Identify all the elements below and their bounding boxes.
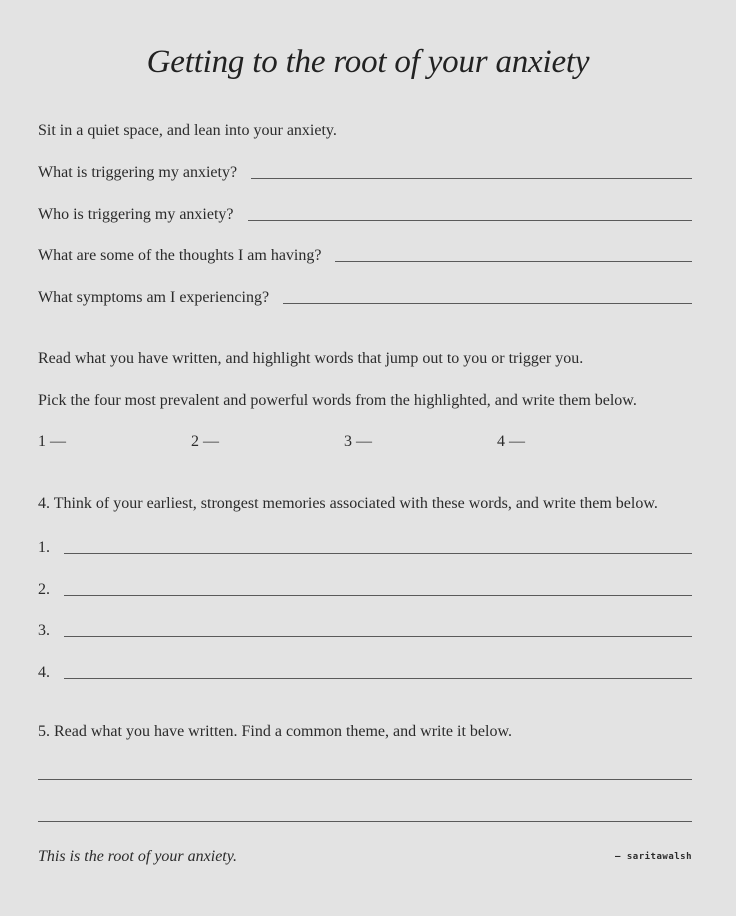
theme-field-1[interactable] — [38, 779, 692, 780]
question-label: What is triggering my anxiety? — [38, 164, 238, 181]
question-label: What symptoms am I experiencing? — [38, 289, 270, 306]
intro-text: Sit in a quiet space, and lean into your anxiety. — [38, 122, 337, 139]
memory-field[interactable] — [64, 553, 692, 554]
question-row — [38, 160, 692, 182]
answer-field[interactable] — [283, 303, 692, 304]
theme-field-2[interactable] — [38, 821, 692, 822]
word-slot-1[interactable]: 1 — — [38, 433, 66, 450]
answer-field[interactable] — [248, 220, 692, 221]
memory-field[interactable] — [64, 595, 692, 596]
memory-number: 2. — [38, 581, 50, 598]
step-5-instruction: 5. Read what you have written. Find a common theme, and write it below. — [38, 723, 512, 740]
step-3-instruction: Pick the four most prevalent and powerful words from the highlighted, and write them below. — [38, 392, 637, 409]
question-label: What are some of the thoughts I am having? — [38, 247, 322, 264]
closing-text: This is the root of your anxiety. — [38, 848, 237, 865]
question-label: Who is triggering my anxiety? — [38, 206, 234, 223]
memory-row — [38, 660, 692, 682]
memory-number: 4. — [38, 664, 50, 681]
answer-field[interactable] — [251, 178, 692, 179]
memory-field[interactable] — [64, 636, 692, 637]
step-2-instruction: Read what you have written, and highlight words that jump out to you or trigger you. — [38, 350, 584, 367]
word-slot-3[interactable]: 3 — — [344, 433, 372, 450]
author-signature: — saritawalsh — [615, 852, 692, 862]
word-slot-2[interactable]: 2 — — [191, 433, 219, 450]
question-row — [38, 202, 692, 224]
memory-row — [38, 618, 692, 640]
question-row — [38, 243, 692, 265]
word-slot-4[interactable]: 4 — — [497, 433, 525, 450]
step-4-instruction: 4. Think of your earliest, strongest memories associated with these words, and write them below. — [38, 495, 658, 512]
memory-number: 3. — [38, 622, 50, 639]
memory-field[interactable] — [64, 678, 692, 679]
answer-field[interactable] — [335, 261, 692, 262]
question-row — [38, 285, 692, 307]
memory-row — [38, 577, 692, 599]
memory-number: 1. — [38, 539, 50, 556]
memory-row — [38, 535, 692, 557]
page-title: Getting to the root of your anxiety — [146, 44, 590, 80]
